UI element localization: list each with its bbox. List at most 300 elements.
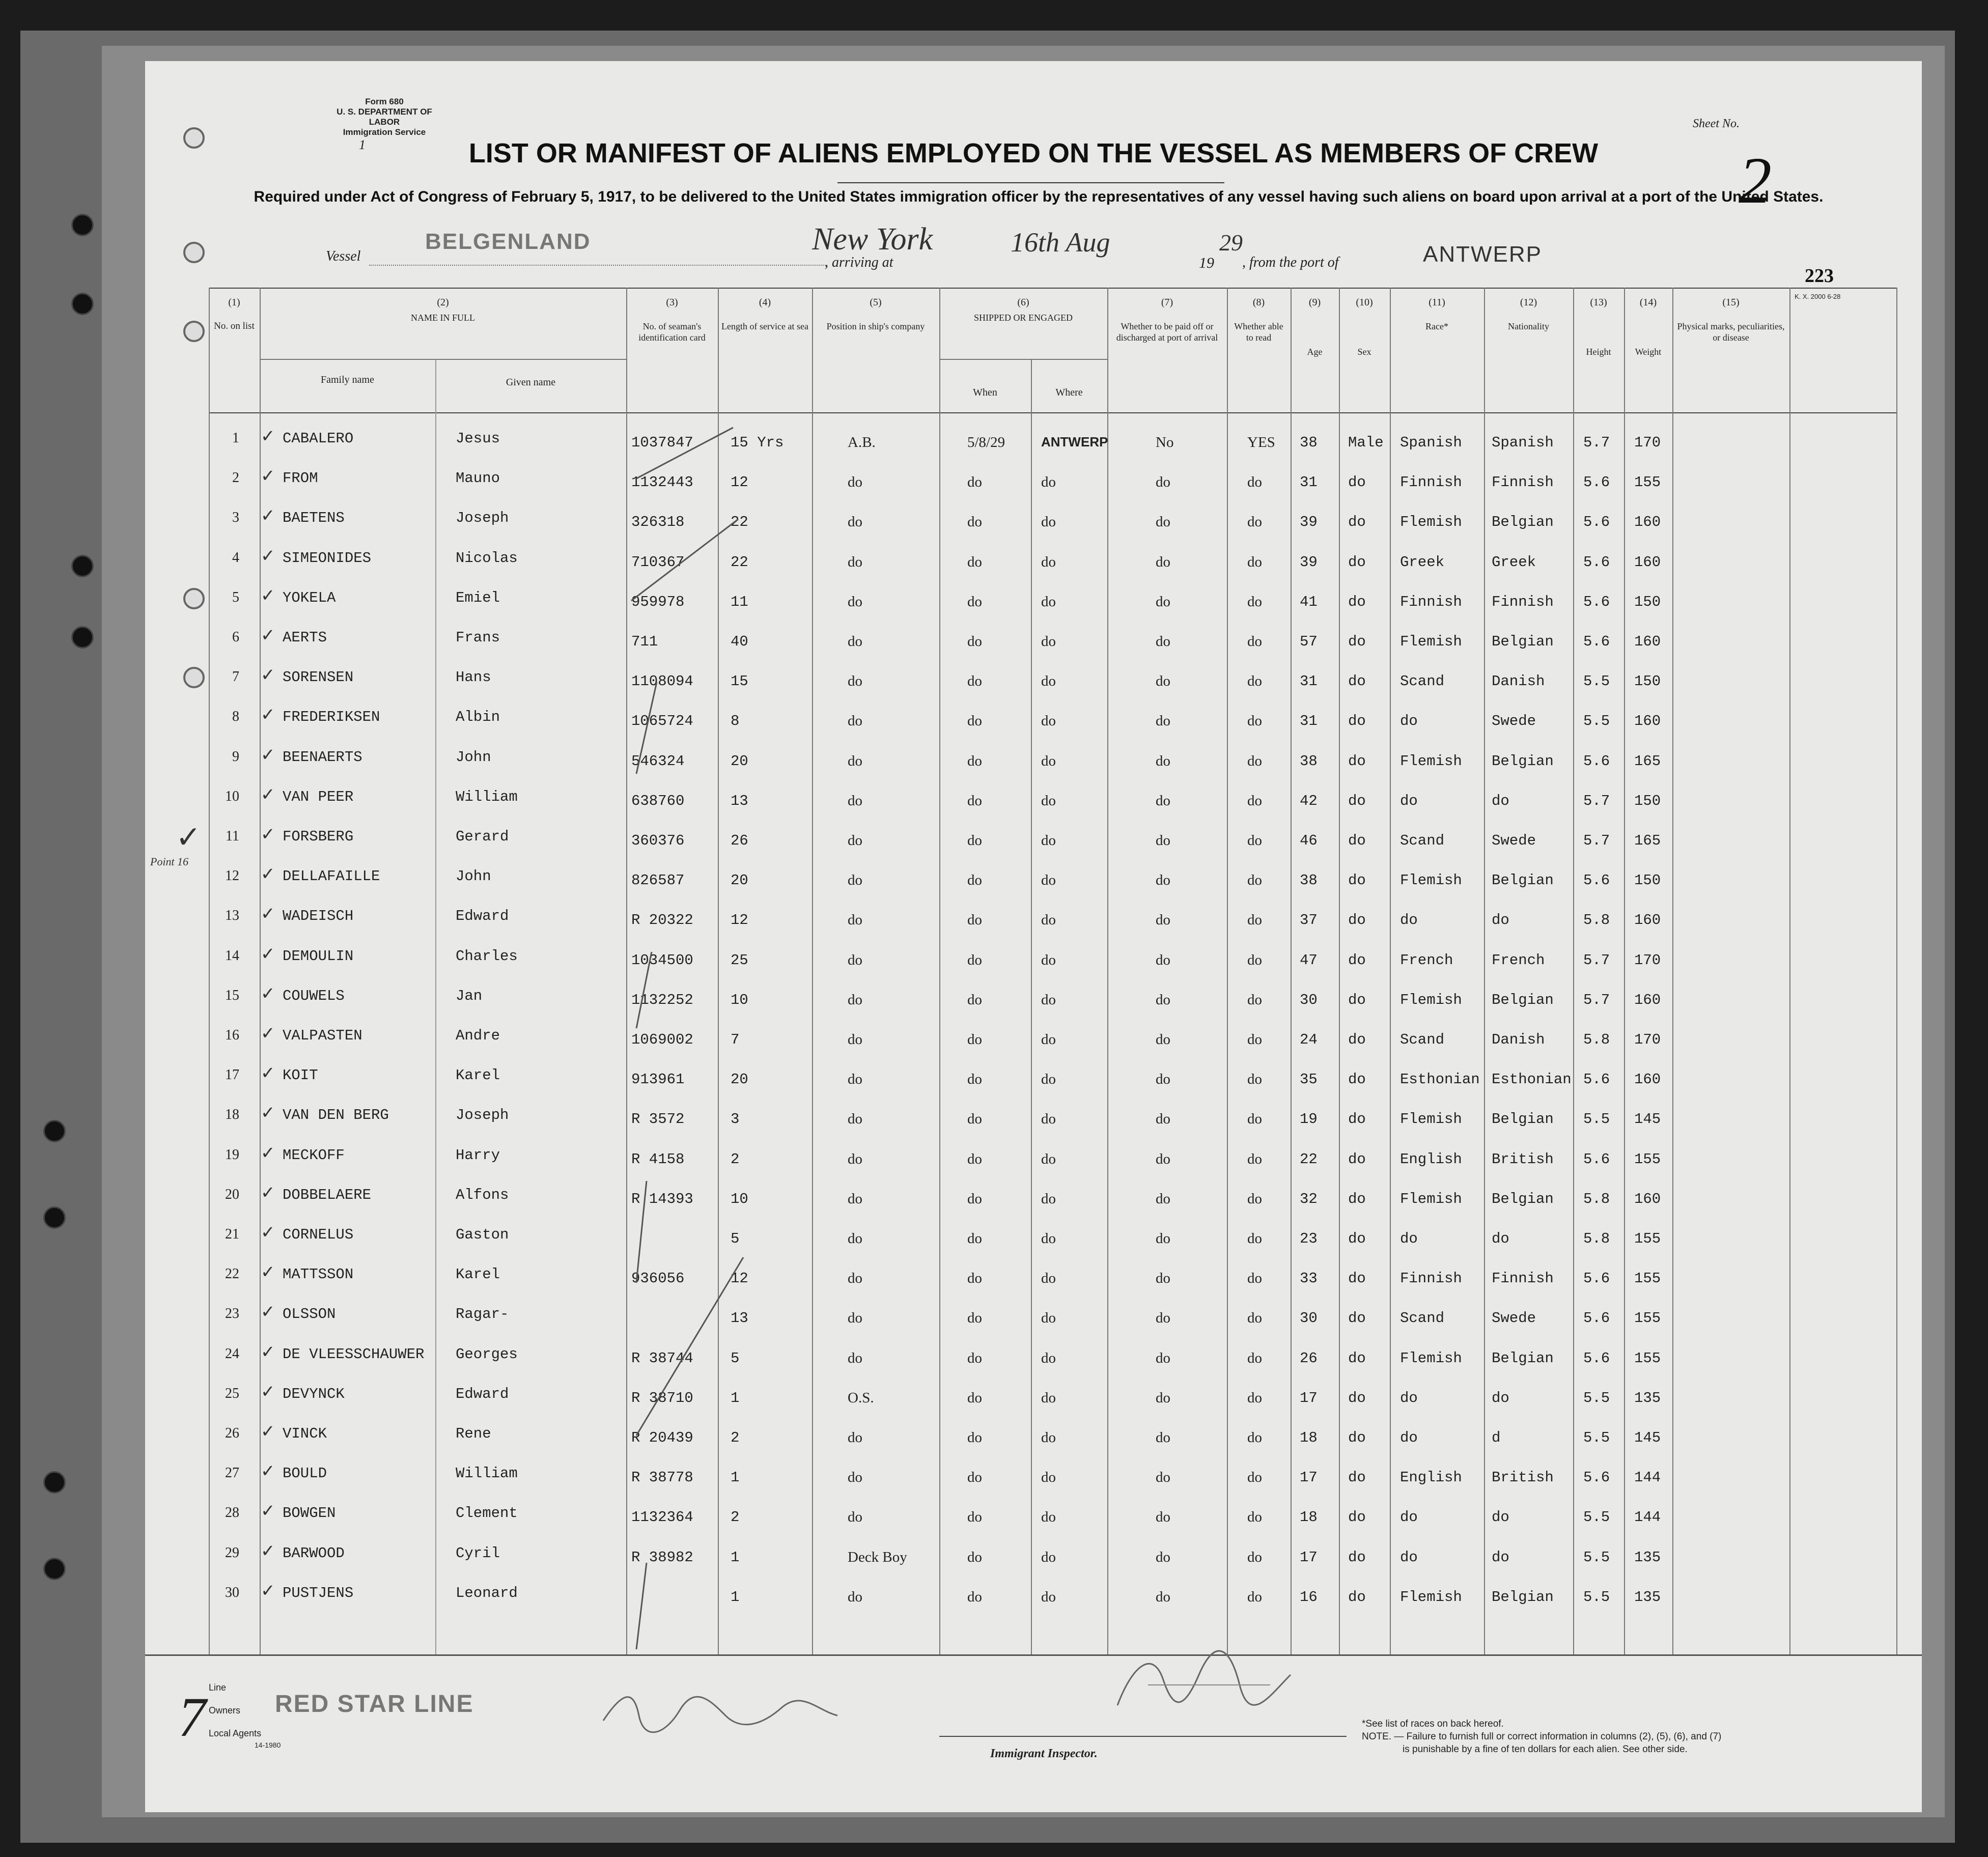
position: do [848,912,862,929]
sex: do [1348,832,1366,849]
column-rule [435,359,436,1654]
row-number: 3 [232,510,239,526]
shipped-when: do [967,474,982,491]
column-header-c3: No. of seaman's identification card [638,321,706,343]
check-mark: ✓ [261,1263,275,1282]
binding-hole [43,1558,66,1580]
column-number: (1) [228,297,240,308]
position: do [848,1310,862,1327]
id-card: R 38744 [631,1349,693,1367]
nationality: Finnish [1492,474,1554,491]
sex: do [1348,872,1366,889]
family-name: MECKOFF [283,1146,345,1164]
shipped-where: do [1041,1111,1056,1128]
shipped-when: do [967,1031,982,1048]
id-card: 546324 [631,752,685,770]
family-name: YOKELA [283,589,336,606]
column-header-c15: Physical marks, peculiarities, or disease [1677,321,1785,343]
nationality: Belgian [1492,1190,1554,1207]
position: do [848,1230,862,1247]
age: 30 [1300,991,1318,1008]
height: 5.6 [1583,474,1610,491]
given-name: Edward [456,1385,509,1402]
column-number: (9) [1308,297,1321,308]
given-name: Alfons [456,1186,509,1203]
able-to-read: do [1247,832,1262,849]
shipped-when: do [967,1230,982,1247]
nationality: Esthonian [1492,1071,1572,1088]
race: Scand [1400,1031,1445,1048]
race: Flemish [1400,633,1462,650]
shipped-where: do [1041,1588,1056,1605]
check-mark: ✓ [261,1342,275,1362]
shipped-where: do [1041,1469,1056,1486]
able-to-read: do [1247,1469,1262,1486]
age: 22 [1300,1150,1318,1168]
check-mark: ✓ [261,1382,275,1401]
paid-off: do [1156,553,1170,570]
weight: 135 [1634,1549,1661,1566]
nationality: do [1492,1509,1509,1526]
paid-off: do [1156,1588,1170,1605]
weight: 160 [1634,633,1661,650]
position: do [848,792,862,809]
family-name: KOIT [283,1067,318,1084]
shipped-subrule [939,359,1107,360]
column-header-c11: Race* [1425,321,1448,331]
id-card: R 20322 [631,912,693,929]
column-rule [260,288,261,1654]
paid-off: do [1156,673,1170,690]
given-name: Clement [456,1505,518,1522]
agents-label: Local Agents [209,1728,262,1738]
height: 5.5 [1583,713,1610,730]
age: 19 [1300,1111,1318,1128]
sheet-number: 2 [1739,144,1772,217]
binding-hole [43,1120,66,1142]
column-header-c2: NAME IN FULL [411,313,475,323]
column-rule [812,288,813,1654]
height: 5.6 [1583,514,1610,531]
sex: Male [1348,434,1384,451]
check-mark: ✓ [261,1303,275,1322]
family-name: BAETENS [283,510,345,527]
service-length: 11 [731,593,748,610]
paid-off: do [1156,593,1170,610]
column-header-c9: Age [1307,347,1323,357]
shipped-where: do [1041,951,1056,968]
age: 39 [1300,514,1318,531]
id-card: 638760 [631,792,685,809]
service-length: 5 [731,1230,740,1247]
height: 5.6 [1583,1349,1610,1367]
position: do [848,474,862,491]
sex: do [1348,713,1366,730]
weight: 150 [1634,593,1661,610]
position: do [848,832,862,849]
age: 31 [1300,673,1318,690]
sex: do [1348,1588,1366,1606]
weight: 160 [1634,514,1661,531]
id-card: 959978 [631,593,685,610]
binding-hole [43,1206,66,1229]
height: 5.8 [1583,1190,1610,1207]
id-card: R 38982 [631,1549,693,1566]
owners-label: Owners [209,1705,241,1715]
id-card: 1132443 [631,474,693,491]
check-mark: ✓ [261,1502,275,1521]
age: 41 [1300,593,1318,610]
paid-off: No [1156,434,1174,451]
given-name-header: Given name [506,377,556,388]
sex: do [1348,1349,1366,1367]
height: 5.7 [1583,434,1610,451]
age: 35 [1300,1071,1318,1088]
paid-off: do [1156,514,1170,530]
race: Scand [1400,832,1445,849]
nationality: do [1492,792,1509,809]
races-note: *See list of races on back hereof. [1362,1719,1504,1729]
column-rule [1339,288,1340,1654]
sex: do [1348,1230,1366,1247]
shipped-where: do [1041,1031,1056,1048]
print-code: K. X. 2000 6-28 [1795,293,1841,300]
check-mark: ✓ [261,546,275,566]
id-card: R 38710 [631,1389,693,1406]
row-number: 27 [225,1465,239,1481]
family-name: DE VLEESSCHAUWER [283,1345,425,1363]
height: 5.6 [1583,1310,1610,1327]
nationality: Greek [1492,553,1536,571]
id-card: 711 [631,633,658,650]
column-rule [1107,288,1108,1654]
age: 31 [1300,474,1318,491]
id-card: 1132364 [631,1509,693,1526]
sheet-label: Sheet No. [1693,117,1740,130]
shipped-when: do [967,593,982,610]
requirement-text: Required under Act of Congress of February 5, 1917, to be delivered to the United States immigration officer by the representatives of any vessel having such aliens on board upon arrival at a port of the United States. [254,188,1824,205]
margin-check: ✓ [176,821,202,854]
given-name: Gaston [456,1226,509,1243]
position: do [848,1509,862,1526]
service-length: 1 [731,1389,740,1406]
race: Finnish [1400,474,1462,491]
service-length: 12 [731,1270,748,1287]
row-number: 9 [232,748,239,765]
column-number: (4) [759,297,771,308]
service-length: 3 [731,1111,740,1128]
weight: 155 [1634,474,1661,491]
position: do [848,593,862,610]
given-name: Albin [456,709,500,726]
column-header-c8: Whether able to read [1234,321,1283,343]
line-label: Line [209,1682,227,1693]
height: 5.6 [1583,752,1610,770]
row-number: 11 [226,828,239,844]
age: 39 [1300,553,1318,571]
id-card: 360376 [631,832,685,849]
position: do [848,1190,862,1207]
check-mark: ✓ [261,825,275,844]
service-length: 10 [731,991,748,1008]
height: 5.6 [1583,1071,1610,1088]
nationality: Belgian [1492,991,1554,1008]
shipped-when: do [967,1509,982,1526]
row-number: 5 [232,589,239,605]
paid-off: do [1156,1071,1170,1088]
shipped-when: do [967,792,982,809]
column-header-c12: Nationality [1508,321,1549,331]
paid-off: do [1156,1469,1170,1486]
race: Flemish [1400,514,1462,531]
weight: 155 [1634,1270,1661,1287]
nationality: Finnish [1492,1270,1554,1287]
given-name: Georges [456,1345,518,1363]
able-to-read: do [1247,1071,1262,1088]
sex: do [1348,912,1366,929]
column-header-c1: No. on list [214,321,255,331]
shipped-when: do [967,1469,982,1486]
service-length: 2 [731,1150,740,1168]
able-to-read: do [1247,1349,1262,1366]
weight: 135 [1634,1389,1661,1406]
race: Spanish [1400,434,1462,451]
nationality: Belgian [1492,1111,1554,1128]
check-mark: ✓ [261,1462,275,1481]
nationality: British [1492,1150,1554,1168]
sex: do [1348,514,1366,531]
column-rule [1031,359,1032,1654]
nationality: Belgian [1492,1349,1554,1367]
shipped-when: 5/8/29 [967,434,1005,451]
weight: 145 [1634,1111,1661,1128]
nationality: d [1492,1429,1501,1446]
race: Esthonian [1400,1071,1480,1088]
binding-hole [71,293,94,315]
able-to-read: do [1247,792,1262,809]
tally-strokes [616,417,748,1665]
nationality: do [1492,1549,1509,1566]
paid-off: do [1156,1190,1170,1207]
family-name: BARWOOD [283,1544,345,1562]
weight: 145 [1634,1429,1661,1446]
shipped-where: do [1041,514,1056,530]
position: do [848,872,862,889]
able-to-read: do [1247,951,1262,968]
service-length: 13 [731,792,748,809]
given-name: Edward [456,908,509,925]
departure-port: ANTWERP [1423,242,1542,267]
able-to-read: do [1247,633,1262,650]
sex: do [1348,1150,1366,1168]
position: do [848,553,862,570]
weight: 150 [1634,792,1661,809]
row-number: 2 [232,470,239,486]
shipped-where: do [1041,1549,1056,1565]
race: Flemish [1400,1111,1462,1128]
paid-off: do [1156,1150,1170,1167]
paid-off: do [1156,1230,1170,1247]
age: 38 [1300,752,1318,770]
weight: 165 [1634,752,1661,770]
shipped-where: do [1041,1230,1056,1247]
service-length: 12 [731,912,748,929]
given-name: Rene [456,1425,491,1442]
paid-off: do [1156,792,1170,809]
able-to-read: do [1247,553,1262,570]
check-mark: ✓ [261,865,275,884]
shipped-where: do [1041,912,1056,929]
check-mark: ✓ [261,745,275,765]
paid-off: do [1156,1549,1170,1565]
page-title: LIST OR MANIFEST OF ALIENS EMPLOYED ON THE VESSEL AS MEMBERS OF CREW [468,138,1599,168]
row-number: 1 [232,430,239,446]
row-number: 12 [225,868,239,884]
able-to-read: do [1247,673,1262,690]
id-card: R 14393 [631,1190,693,1207]
vessel-name: BELGENLAND [425,229,591,254]
sex: do [1348,1190,1366,1207]
id-card: 826587 [631,872,685,889]
service-length: 8 [731,713,740,730]
able-to-read: do [1247,1429,1262,1446]
age: 30 [1300,1310,1318,1327]
shipped-when: do [967,1150,982,1167]
age: 26 [1300,1349,1318,1367]
family-name: VINCK [283,1425,327,1442]
shipped-when: do [967,1389,982,1406]
id-card: R 38778 [631,1469,693,1486]
service-length: 20 [731,1071,748,1088]
nationality: Swede [1492,1310,1536,1327]
family-name: AERTS [283,629,327,646]
shipped-when: do [967,673,982,690]
shipped-where: do [1041,713,1056,729]
given-name: Ragar- [456,1306,509,1323]
height: 5.7 [1583,991,1610,1008]
paid-off: do [1156,991,1170,1008]
paid-off: do [1156,713,1170,729]
able-to-read: do [1247,593,1262,610]
check-mark: ✓ [261,944,275,964]
shipped-when: do [967,1349,982,1366]
column-number: (5) [870,297,882,308]
weight: 160 [1634,713,1661,730]
sex: do [1348,673,1366,690]
family-name: DELLAFAILLE [283,868,380,885]
sex: do [1348,633,1366,650]
shipped-when: do [967,951,982,968]
shipped-where: do [1041,633,1056,650]
given-name: Harry [456,1146,500,1164]
check-mark: ✓ [261,1422,275,1441]
paid-off: do [1156,1310,1170,1327]
family-name: OLSSON [283,1306,336,1323]
given-name: John [456,868,491,885]
family-name: WADEISCH [283,908,354,925]
where-header: Where [1055,387,1083,398]
age: 18 [1300,1429,1318,1446]
column-header-c5: Position in ship's company [826,321,925,331]
height: 5.6 [1583,553,1610,571]
check-mark: ✓ [261,507,275,526]
table-top-rule [209,288,1896,289]
column-number: (11) [1429,297,1445,308]
manifest-sheet [145,61,1922,1812]
height: 5.5 [1583,673,1610,690]
column-rule [1624,288,1625,1654]
race: Flemish [1400,752,1462,770]
shipped-when: do [967,991,982,1008]
race: English [1400,1150,1462,1168]
race: Flemish [1400,1190,1462,1207]
shipped-where: do [1041,1310,1056,1327]
column-rule [1390,288,1391,1654]
nationality: Swede [1492,713,1536,730]
age: 46 [1300,832,1318,849]
column-number: (14) [1639,297,1657,308]
column-rule [1291,288,1292,1654]
column-number: (8) [1252,297,1265,308]
service-length: 1 [731,1549,740,1566]
id-card: 1069002 [631,1031,693,1048]
row-number: 30 [225,1584,239,1600]
shipped-where: do [1041,872,1056,889]
column-rule [209,288,210,1654]
able-to-read: do [1247,1389,1262,1406]
able-to-read: do [1247,1150,1262,1167]
given-name: William [456,788,518,805]
column-number: (6) [1017,297,1029,308]
given-name: Jan [456,987,483,1004]
age: 42 [1300,792,1318,809]
shipped-where: do [1041,832,1056,849]
shipped-where: do [1041,991,1056,1008]
paid-off: do [1156,1509,1170,1526]
given-name: Joseph [456,510,509,527]
id-card: 1108094 [631,673,693,690]
shipped-when: do [967,1549,982,1565]
sex: do [1348,1469,1366,1486]
penalty-note: NOTE. — Failure to furnish full or correct information in columns (2), (5), (6), and (7) [1362,1731,1722,1742]
sex: do [1348,951,1366,969]
arrival-year: 29 [1219,230,1243,256]
shipped-where: do [1041,474,1056,491]
race: do [1400,1429,1418,1446]
inspector-label: Immigrant Inspector. [990,1747,1098,1760]
family-name: MATTSSON [283,1266,354,1283]
margin-note: Point 16 [150,855,189,868]
check-mark: ✓ [261,1104,275,1123]
race: do [1400,912,1418,929]
height: 5.7 [1583,792,1610,809]
sex: do [1348,593,1366,610]
row-number: 16 [225,1027,239,1043]
height: 5.5 [1583,1429,1610,1446]
able-to-read: do [1247,713,1262,729]
nationality: Belgian [1492,872,1554,889]
penalty-note-cont: is punishable by a fine of ten dollars for each alien. See other side. [1403,1744,1688,1755]
row-number: 17 [225,1067,239,1083]
age: 24 [1300,1031,1318,1048]
able-to-read: do [1247,872,1262,889]
id-card: R 3572 [631,1111,685,1128]
position: A.B. [848,434,876,451]
shipped-when: do [967,1111,982,1128]
nationality: Belgian [1492,752,1554,770]
shipped-when: do [967,553,982,570]
column-header-c7: Whether to be paid off or discharged at port of arrival [1116,321,1218,343]
